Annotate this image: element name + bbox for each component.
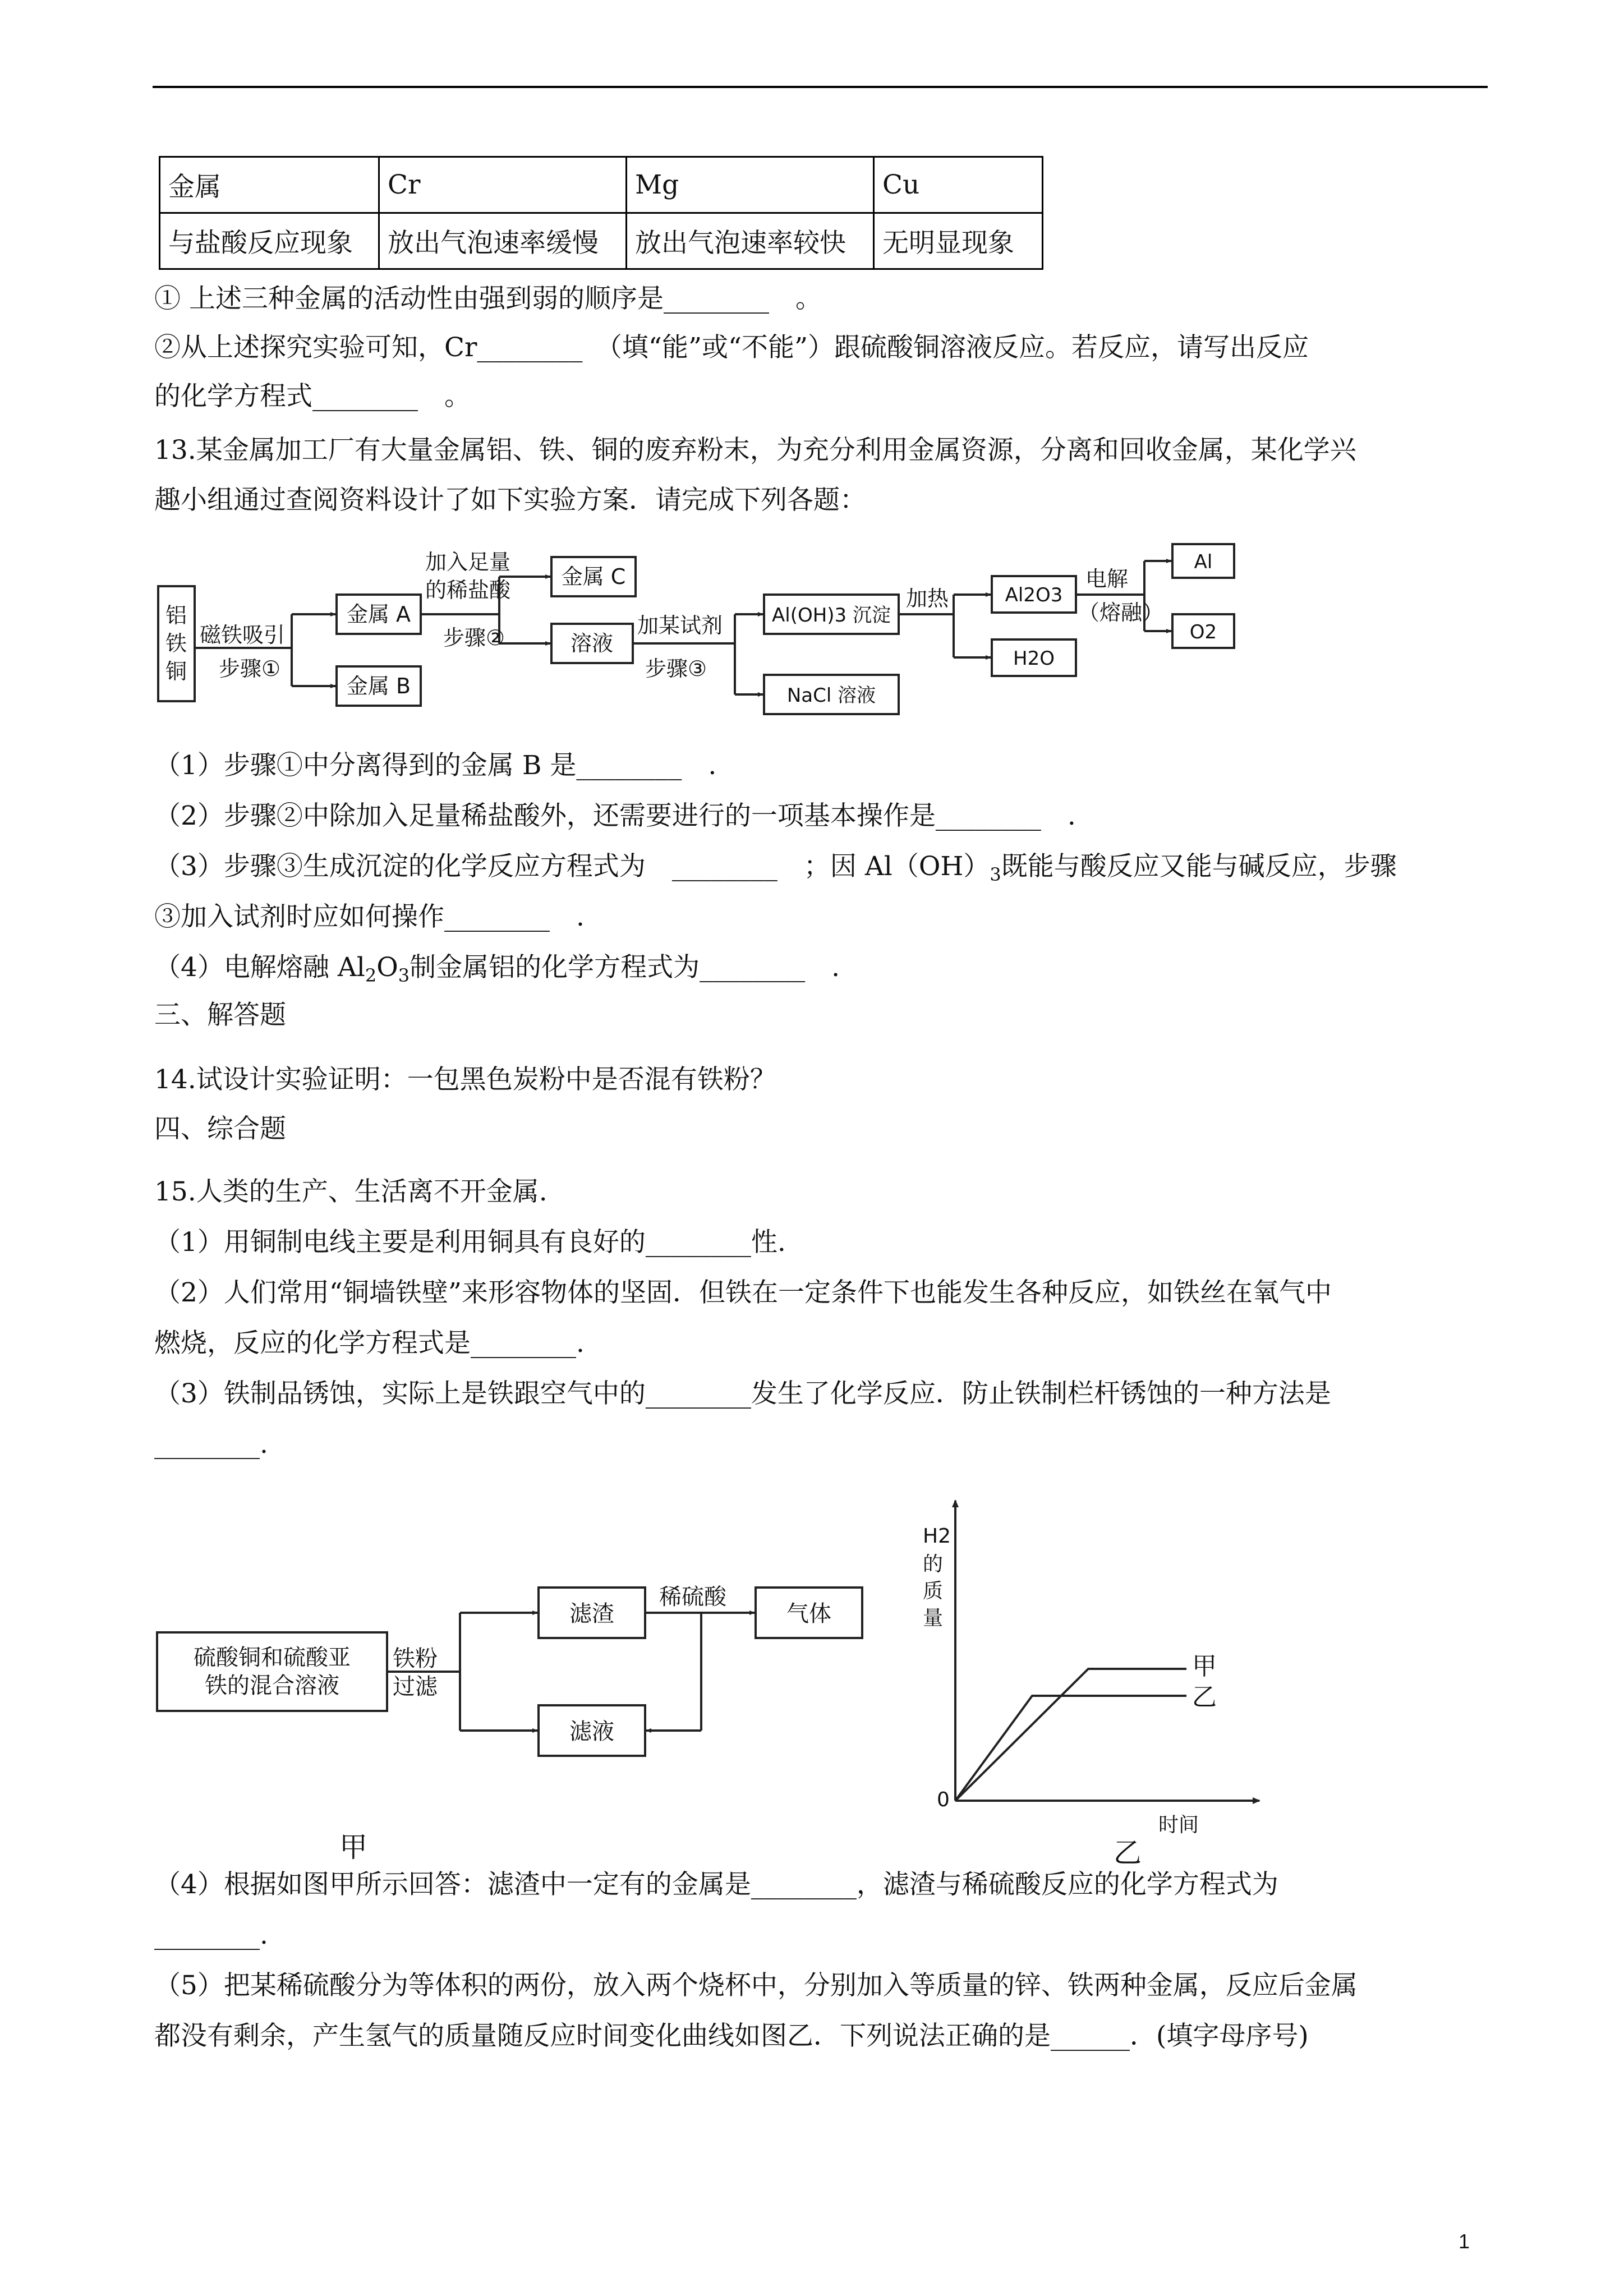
- question-line: （2）步骤②中除加入足量稀盐酸外，还需要进行的一项基本操作是________ .: [154, 800, 1076, 831]
- hydrogen-mass-graph: [898, 1492, 1279, 1885]
- graph-series-yi: 乙: [1192, 1683, 1217, 1711]
- line-part: 制金属铝的化学方程式为________ .: [410, 952, 840, 983]
- table-cell: 与盐酸反应现象: [160, 213, 379, 269]
- flow2-start-2: 铁的混合溶液: [205, 1673, 339, 1699]
- flow-heat: 加热: [906, 586, 949, 611]
- table-header-cell: Mg: [627, 157, 874, 213]
- flow-precipitate: Al(OH)3 沉淀: [771, 604, 891, 627]
- question-line: 燃烧，反应的化学方程式是________.: [154, 1328, 585, 1359]
- graph-ylabel-4: 量: [923, 1607, 944, 1630]
- flow-step2-top-2: 的稀盐酸: [425, 578, 511, 602]
- flow-metal-b: 金属 B: [346, 674, 411, 698]
- flow-step2-top-1: 加入足量: [425, 550, 511, 574]
- question-line: （3）铁制品锈蚀，实际上是铁跟空气中的________发生了化学反应．防止铁制栏杆锈蚀的一种方法是: [154, 1378, 1331, 1409]
- graph-xlabel: 时间: [1158, 1814, 1199, 1837]
- table-cell: 放出气泡速率较快: [627, 213, 874, 269]
- question-line: ① 上述三种金属的活动性由强到弱的顺序是________ 。: [154, 283, 822, 314]
- flow-h2o: H2O: [1013, 647, 1055, 670]
- question-line: ③加入试剂时应如何操作________ .: [154, 901, 585, 932]
- table-header-cell: Cu: [874, 157, 1043, 213]
- flow-step1-bottom: 步骤①: [219, 656, 281, 681]
- line-part: O: [376, 952, 398, 983]
- question-line: 趣小组通过查阅资料设计了如下实验方案．请完成下列各题：: [154, 485, 866, 516]
- table-header-row: [160, 157, 1043, 213]
- aluminum-recovery-flowchart: [151, 539, 1240, 729]
- flow2-caption: 甲: [339, 1831, 367, 1864]
- table-header-cell: 金属: [160, 157, 379, 213]
- graph-ylabel-2: 的: [923, 1553, 944, 1576]
- question-line: ________.: [154, 1920, 268, 1950]
- question-line: （1）步骤①中分离得到的金属 B 是________ .: [154, 750, 717, 781]
- flow-step3-bottom: 步骤③: [645, 656, 707, 681]
- graph-ylabel-1: H2: [923, 1525, 951, 1548]
- flow-nacl: NaCl 溶液: [786, 684, 876, 707]
- filter-flowchart: [154, 1576, 895, 1879]
- question-line: （2）人们常用“铜墙铁壁”来形容物体的坚固．但铁在一定条件下也能发生各种反应，如铁丝在氧气中: [154, 1277, 1332, 1308]
- table-cell: 无明显现象: [874, 213, 1043, 269]
- flow2-iron-1: 铁粉: [393, 1646, 438, 1672]
- question-13-title: 13.某金属加工厂有大量金属铝、铁、铜的废弃粉末，为充分利用金属资源，分离和回收金属，某化学兴: [154, 435, 1356, 466]
- question-line: 的化学方程式________ 。: [154, 381, 471, 412]
- subscript: 3: [990, 864, 1001, 885]
- question-line: （5）把某稀硫酸分为等体积的两份，放入两个烧杯中，分别加入等质量的锌、铁两种金属，反应后金属: [154, 1970, 1358, 2001]
- flow-step1-top: 磁铁吸引: [200, 623, 286, 647]
- table-cell: 放出气泡速率缓慢: [379, 213, 627, 269]
- page-number: 1: [1459, 2230, 1470, 2253]
- flow-electrolysis-1: 电解: [1085, 567, 1129, 591]
- flow2-filtrate: 滤液: [569, 1719, 614, 1745]
- flow-metal-a: 金属 A: [346, 602, 411, 627]
- table-header-cell: Cr: [379, 157, 627, 213]
- curve-yi: [955, 1696, 1186, 1801]
- question-14-title: 14.试设计实验证明：一包黑色炭粉中是否混有铁粉？: [154, 1064, 776, 1095]
- flow2-gas: 气体: [786, 1601, 831, 1627]
- flow-start-label-2: 铁: [165, 631, 187, 656]
- flow-solution: 溶液: [570, 631, 614, 656]
- question-line: ________.: [154, 1429, 268, 1460]
- flow2-acid: 稀硫酸: [659, 1584, 726, 1610]
- table-row: [160, 213, 1043, 269]
- subscript: 2: [365, 965, 377, 986]
- section-heading: 四、综合题: [154, 1114, 286, 1144]
- header-rule: [153, 86, 1488, 88]
- line-part: （3）步骤③生成沉淀的化学反应方程式为 ________ ；因 Al（OH）: [154, 851, 990, 882]
- flow2-iron-2: 过滤: [393, 1674, 438, 1700]
- graph-origin: 0: [937, 1788, 950, 1811]
- flow2-residue: 滤渣: [569, 1601, 614, 1627]
- subscript: 3: [398, 965, 410, 986]
- flow-o2: O2: [1189, 621, 1217, 643]
- graph-series-jia: 甲: [1192, 1652, 1217, 1681]
- question-line: [154, 850, 1397, 891]
- flow-start-label-1: 铝: [165, 603, 187, 628]
- flow-step2-bottom: 步骤②: [443, 625, 505, 650]
- curve-jia: [955, 1669, 1186, 1801]
- metal-table: [159, 156, 1043, 270]
- flow-al: Al: [1194, 551, 1213, 573]
- flow-step3-top: 加某试剂: [637, 613, 723, 638]
- line-part: 既能与酸反应又能与碱反应，步骤: [1001, 851, 1397, 882]
- flow-start-label-3: 铜: [165, 659, 187, 684]
- graph-ylabel-3: 质: [923, 1580, 944, 1603]
- flow2-start-1: 硫酸铜和硫酸亚: [194, 1645, 351, 1671]
- section-heading: 三、解答题: [154, 1000, 286, 1030]
- question-line: [154, 951, 840, 992]
- question-line: ②从上述探究实验可知，Cr________ （填“能”或“不能”）跟硫酸铜溶液反应。若反应，请写出反应: [154, 332, 1309, 363]
- flow-electrolysis-2: （熔融）: [1078, 600, 1164, 625]
- question-line: （1）用铜制电线主要是利用铜具有良好的________性.: [154, 1227, 786, 1258]
- question-line: （4）根据如图甲所示回答：滤渣中一定有的金属是________，滤渣与稀硫酸反应的化学方程式为: [154, 1869, 1278, 1900]
- line-part: （4）电解熔融 Al: [154, 952, 365, 983]
- graph-caption: 乙: [1114, 1837, 1142, 1869]
- question-line: 都没有剩余，产生氢气的质量随反应时间变化曲线如图乙．下列说法正确的是______．(填字母序号): [154, 2021, 1309, 2051]
- flow-metal-c: 金属 C: [561, 564, 626, 589]
- question-15-title: 15.人类的生产、生活离不开金属.: [154, 1176, 548, 1207]
- flow-al2o3: Al2O3: [1005, 584, 1063, 606]
